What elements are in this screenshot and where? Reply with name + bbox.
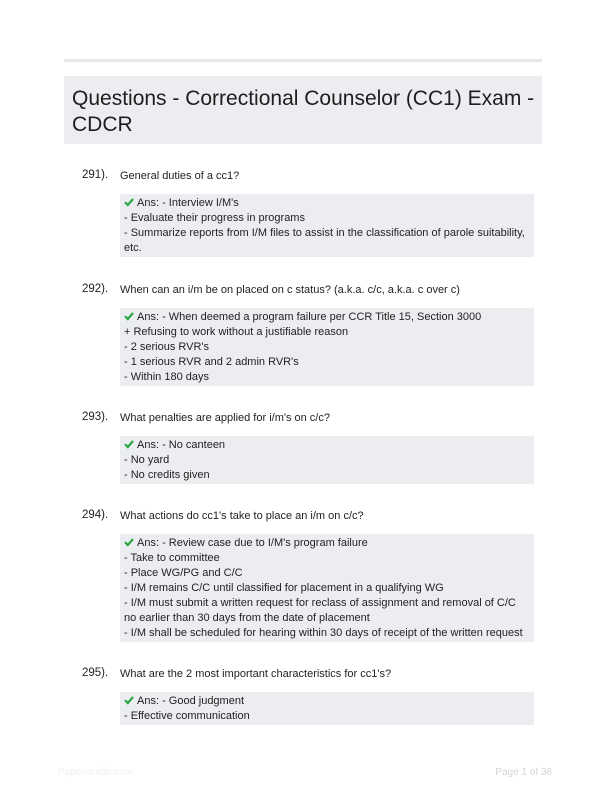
top-divider (64, 59, 542, 62)
answer-line: - Evaluate their progress in programs (124, 212, 305, 224)
answer-line: Ans: - Review case due to I/M's program failure (124, 536, 530, 551)
answer-line: - Summarize reports from I/M files to assist in the classification of parole suitability, etc. (124, 227, 525, 254)
answer-box (120, 436, 534, 484)
check-icon (124, 197, 134, 207)
answer-line: - Within 180 days (124, 371, 209, 383)
page-number: Page 1 of 36 (495, 767, 552, 778)
check-icon (124, 439, 134, 449)
question-number: 295). (82, 667, 109, 679)
answer-line: - No credits given (124, 469, 210, 481)
check-icon (124, 537, 134, 547)
answer-line: Ans: - Good judgment (124, 694, 530, 709)
answer-line: - Take to committee (124, 552, 220, 564)
answer-line: - 1 serious RVR and 2 admin RVR's (124, 356, 299, 368)
question-text: What are the 2 most important characteristics for cc1's? (120, 668, 392, 680)
question-text: General duties of a cc1? (120, 170, 240, 182)
question-text: When can an i/m be on placed on c status? (a.k.a. c/c, a.k.a. c over c) (120, 284, 460, 296)
answer-box (120, 308, 534, 386)
question-text: What actions do cc1's take to place an i/m on c/c? (120, 510, 364, 522)
answer-line: - I/M shall be scheduled for hearing within 30 days of receipt of the written request (124, 627, 523, 639)
question-text: What penalties are applied for i/m's on c/c? (120, 412, 330, 424)
check-icon (124, 311, 134, 321)
answer-line: - I/M remains C/C until classified for placement in a qualifying WG (124, 582, 444, 594)
answer-line: Ans: - No canteen (124, 438, 530, 453)
answer-box (120, 692, 534, 725)
question-number: 292). (82, 283, 109, 295)
page-title: Questions - Correctional Counselor (CC1) Exam - CDCR (72, 87, 535, 136)
footer-watermark: Paperstudio.com (58, 767, 134, 778)
answer-line: - Place WG/PG and C/C (124, 567, 243, 579)
answer-line: - No yard (124, 454, 170, 466)
question-number: 293). (82, 411, 109, 423)
answer-box (120, 194, 534, 257)
answer-line: Ans: - When deemed a program failure per CCR Title 15, Section 3000 (124, 310, 530, 325)
answer-line: - Effective communication (124, 710, 250, 722)
answer-line: - I/M must submit a written request for reclass of assignment and removal of C/C no earlier than 30 days from the date of placement (124, 597, 516, 624)
answer-line: - 2 serious RVR's (124, 341, 210, 353)
question-number: 294). (82, 509, 109, 521)
answer-box (120, 534, 534, 642)
check-icon (124, 695, 134, 705)
answer-line: + Refusing to work without a justifiable reason (124, 326, 349, 338)
title-banner (64, 76, 542, 144)
answer-line: Ans: - Interview I/M's (124, 196, 530, 211)
question-number: 291). (82, 169, 109, 181)
